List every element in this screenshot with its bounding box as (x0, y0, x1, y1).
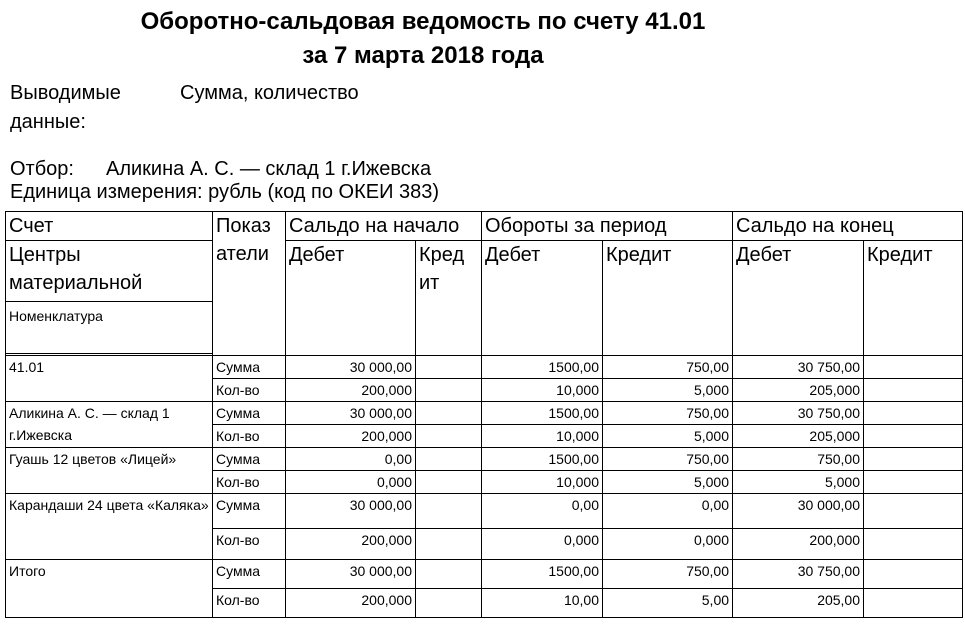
balance-sheet-table (5, 211, 963, 618)
row-opening-credit (416, 402, 482, 425)
unit-of-measure: Единица измерения: рубль (код по ОКЕИ 383) (10, 181, 440, 203)
total-turnover-debit: 1500,00 (482, 560, 603, 589)
row-closing-credit (864, 356, 963, 379)
row-turnover-debit: 10,000 (482, 379, 603, 402)
row-opening-debit: 0,000 (286, 471, 416, 494)
table-row (6, 494, 963, 529)
total-opening-credit (416, 589, 482, 618)
total-closing-debit: 30 750,00 (733, 560, 864, 589)
report-title: Оборотно-сальдовая ведомость по счету 41.01 (140, 8, 706, 35)
total-turnover-credit: 750,00 (603, 560, 733, 589)
row-opening-credit (416, 379, 482, 402)
total-qty-label: Кол-во (213, 589, 286, 618)
header-row-1 (6, 212, 963, 241)
row-turnover-credit: 5,000 (603, 379, 733, 402)
row-closing-debit: 205,000 (733, 379, 864, 402)
total-turnover-debit: 10,00 (482, 589, 603, 618)
row-opening-credit (416, 529, 482, 560)
header-indicators: Показ атели (213, 212, 286, 356)
header-opening-balance: Сальдо на начало (286, 212, 482, 241)
header-nomenclature: Номенклатура (6, 302, 213, 354)
row-qty-label: Кол-во (213, 529, 286, 560)
row-qty-label: Кол-во (213, 471, 286, 494)
row-closing-credit (864, 379, 963, 402)
row-opening-debit: 30 000,00 (286, 356, 416, 379)
header-turnover-debit: Дебет (482, 241, 603, 356)
row-closing-credit (864, 471, 963, 494)
row-turnover-debit: 10,000 (482, 425, 603, 448)
header-account: Счет (6, 212, 213, 241)
row-name: Гуашь 12 цветов «Лицей» (6, 448, 213, 494)
row-turnover-credit: 0,000 (603, 529, 733, 560)
row-turnover-debit: 0,000 (482, 529, 603, 560)
row-sum-label: Сумма (213, 448, 286, 471)
total-opening-debit: 200,000 (286, 589, 416, 618)
header-closing-debit: Дебет (733, 241, 864, 356)
row-name: 41.01 (6, 356, 213, 402)
total-label: Итого (6, 560, 213, 618)
report-period: за 7 марта 2018 года (302, 42, 544, 69)
row-closing-debit: 30 000,00 (733, 494, 864, 529)
total-opening-debit: 30 000,00 (286, 560, 416, 589)
table-row (6, 402, 963, 425)
row-sum-label: Сумма (213, 356, 286, 379)
total-closing-credit (864, 560, 963, 589)
row-sum-label: Сумма (213, 494, 286, 529)
row-turnover-credit: 5,000 (603, 471, 733, 494)
table-row (6, 448, 963, 471)
row-opening-credit (416, 448, 482, 471)
header-centers: Центры материальной (6, 241, 213, 302)
total-sum-label: Сумма (213, 560, 286, 589)
row-closing-debit: 200,000 (733, 529, 864, 560)
total-row (6, 560, 963, 589)
row-closing-debit: 5,000 (733, 471, 864, 494)
row-turnover-credit: 750,00 (603, 402, 733, 425)
header-row-2 (6, 241, 963, 302)
row-opening-credit (416, 356, 482, 379)
row-sum-label: Сумма (213, 402, 286, 425)
row-turnover-debit: 0,00 (482, 494, 603, 529)
output-label-2: данные: (10, 111, 86, 133)
total-closing-credit (864, 589, 963, 618)
row-turnover-credit: 0,00 (603, 494, 733, 529)
row-turnover-debit: 1500,00 (482, 402, 603, 425)
row-closing-credit (864, 529, 963, 560)
row-closing-debit: 750,00 (733, 448, 864, 471)
row-opening-debit: 200,000 (286, 529, 416, 560)
row-opening-credit (416, 425, 482, 448)
header-turnover-credit: Кредит (603, 241, 733, 356)
row-qty-label: Кол-во (213, 425, 286, 448)
row-name: Аликина А. С. — склад 1 г.Ижевска (6, 402, 213, 448)
total-turnover-credit: 5,00 (603, 589, 733, 618)
row-closing-debit: 205,000 (733, 425, 864, 448)
output-value: Сумма, количество (180, 82, 359, 104)
filter-label: Отбор: (10, 158, 74, 180)
row-turnover-debit: 1500,00 (482, 448, 603, 471)
row-closing-credit (864, 448, 963, 471)
filter-value: Аликина А. С. — склад 1 г.Ижевска (106, 158, 432, 180)
output-label-1: Выводимые (10, 82, 121, 104)
row-opening-debit: 200,000 (286, 379, 416, 402)
header-opening-credit: Кред ит (416, 241, 482, 356)
row-opening-debit: 30 000,00 (286, 402, 416, 425)
header-closing-credit: Кредит (864, 241, 963, 356)
row-turnover-debit: 10,000 (482, 471, 603, 494)
row-opening-credit (416, 494, 482, 529)
table-row (6, 356, 963, 379)
row-opening-debit: 30 000,00 (286, 494, 416, 529)
header-opening-debit: Дебет (286, 241, 416, 356)
row-turnover-credit: 750,00 (603, 356, 733, 379)
row-opening-credit (416, 471, 482, 494)
row-closing-debit: 30 750,00 (733, 356, 864, 379)
row-name: Карандаши 24 цвета «Каляка» (6, 494, 213, 560)
total-closing-debit: 205,00 (733, 589, 864, 618)
row-qty-label: Кол-во (213, 379, 286, 402)
row-opening-debit: 200,000 (286, 425, 416, 448)
row-closing-debit: 30 750,00 (733, 402, 864, 425)
row-closing-credit (864, 425, 963, 448)
row-turnover-credit: 750,00 (603, 448, 733, 471)
row-turnover-credit: 5,000 (603, 425, 733, 448)
total-opening-credit (416, 560, 482, 589)
row-closing-credit (864, 402, 963, 425)
row-closing-credit (864, 494, 963, 529)
row-opening-debit: 0,00 (286, 448, 416, 471)
header-turnover: Обороты за период (482, 212, 733, 241)
header-closing-balance: Сальдо на конец (733, 212, 963, 241)
row-turnover-debit: 1500,00 (482, 356, 603, 379)
